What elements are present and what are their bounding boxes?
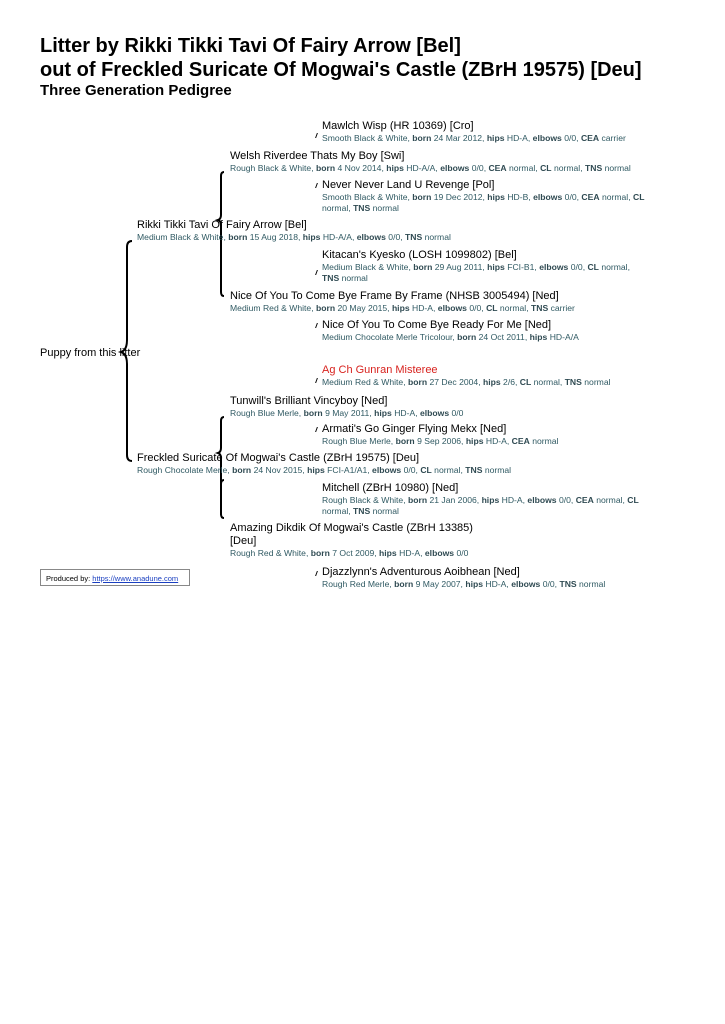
- dam-sire-info: Rough Blue Merle, born 9 May 2011, hips HD-A, elbows 0/0: [230, 408, 464, 418]
- dam-sire-sire-entry[interactable]: [322, 364, 611, 388]
- dam-dam-info: Rough Red & White, born 7 Oct 2009, hips HD-A, elbows 0/0: [230, 548, 469, 558]
- sire-dam-name: Nice Of You To Come Bye Frame By Frame (NHSB 3005494) [Ned]: [230, 290, 559, 302]
- sss-name: Mawlch Wisp (HR 10369) [Cro]: [322, 120, 474, 132]
- dss-info: Medium Red & White, born 27 Dec 2004, hips 2/6, CL normal, TNS normal: [322, 377, 611, 387]
- dam-dam-entry[interactable]: [230, 522, 473, 559]
- title-line-1: Litter by Rikki Tikki Tavi Of Fairy Arrow [Bel]: [40, 35, 461, 57]
- sire-sire-dam-entry[interactable]: [322, 179, 692, 214]
- dam-info: Rough Chocolate Merle, born 24 Nov 2015, hips FCI-A1/A1, elbows 0/0, CL normal, TNS normal: [137, 465, 512, 475]
- ssd-name: Never Never Land U Revenge [Pol]: [322, 179, 495, 191]
- ssd-info: Smooth Black & White, born 19 Dec 2012, hips HD-B, elbows 0/0, CEA normal, CL normal, TNS normal: [322, 192, 645, 213]
- dam-dam-dam-entry[interactable]: [322, 566, 605, 590]
- sss-info: Smooth Black & White, born 24 Mar 2012, hips HD-A, elbows 0/0, CEA carrier: [322, 133, 626, 143]
- sire-name: Rikki Tikki Tavi Of Fairy Arrow [Bel]: [137, 219, 307, 231]
- sds-info: Medium Black & White, born 29 Aug 2011, hips FCI-B1, elbows 0/0, CL normal, TNS normal: [322, 262, 630, 283]
- dsd-name: Armati's Go Ginger Flying Mekx [Ned]: [322, 423, 507, 435]
- producer-link[interactable]: https://www.anadune.com: [92, 574, 179, 583]
- ddd-info: Rough Red Merle, born 9 May 2007, hips HD-A, elbows 0/0, TNS normal: [322, 579, 606, 589]
- sire-dam-entry[interactable]: [230, 290, 575, 314]
- sds-name: Kitacan's Kyesko (LOSH 1099802) [Bel]: [322, 249, 517, 261]
- subtitle: Three Generation Pedigree: [40, 82, 232, 99]
- dam-sire-entry[interactable]: [230, 395, 463, 419]
- sire-entry[interactable]: [137, 219, 451, 243]
- sire-sire-entry[interactable]: [230, 150, 631, 174]
- ddd-name: Djazzlynn's Adventurous Aoibhean [Ned]: [322, 566, 520, 578]
- sire-sire-name: Welsh Riverdee Thats My Boy [Swi]: [230, 150, 405, 162]
- sire-sire-sire-entry[interactable]: [322, 120, 626, 144]
- sdd-name: Nice Of You To Come Bye Ready For Me [Ned]: [322, 319, 552, 331]
- dam-dam-sire-entry[interactable]: [322, 482, 692, 517]
- dam-dam-name-line1: Amazing Dikdik Of Mogwai's Castle (ZBrH 13385): [230, 522, 473, 534]
- dam-sire-dam-entry[interactable]: [322, 423, 559, 447]
- producer-box: [40, 569, 190, 586]
- sire-sire-info: Rough Black & White, born 4 Nov 2014, hips HD-A/A, elbows 0/0, CEA normal, CL normal, TNS normal: [230, 163, 631, 173]
- sire-info: Medium Black & White, born 15 Aug 2018, hips HD-A/A, elbows 0/0, TNS normal: [137, 232, 451, 242]
- dam-name: Freckled Suricate Of Mogwai's Castle (ZBrH 19575) [Deu]: [137, 452, 420, 464]
- dds-info: Rough Black & White, born 21 Jan 2006, hips HD-A, elbows 0/0, CEA normal, CL normal, TNS normal: [322, 495, 639, 516]
- dsd-info: Rough Blue Merle, born 9 Sep 2006, hips HD-A, CEA normal: [322, 436, 559, 446]
- sire-dam-sire-entry[interactable]: [322, 249, 692, 284]
- dam-entry[interactable]: [137, 452, 511, 476]
- puppy-label: Puppy from this litter: [40, 347, 141, 359]
- title-line-2: out of Freckled Suricate Of Mogwai's Castle (ZBrH 19575) [Deu]: [40, 59, 642, 81]
- dss-name: Ag Ch Gunran Misteree: [322, 364, 438, 376]
- sire-dam-info: Medium Red & White, born 20 May 2015, hips HD-A, elbows 0/0, CL normal, TNS carrier: [230, 303, 575, 313]
- sdd-info: Medium Chocolate Merle Tricolour, born 24 Oct 2011, hips HD-A/A: [322, 332, 579, 342]
- producer-label: Produced by:: [46, 574, 91, 583]
- dds-name: Mitchell (ZBrH 10980) [Ned]: [322, 482, 459, 494]
- sire-dam-dam-entry[interactable]: [322, 319, 579, 343]
- dam-dam-name-line2: [Deu]: [230, 535, 257, 547]
- dam-sire-name: Tunwill's Brilliant Vincyboy [Ned]: [230, 395, 388, 407]
